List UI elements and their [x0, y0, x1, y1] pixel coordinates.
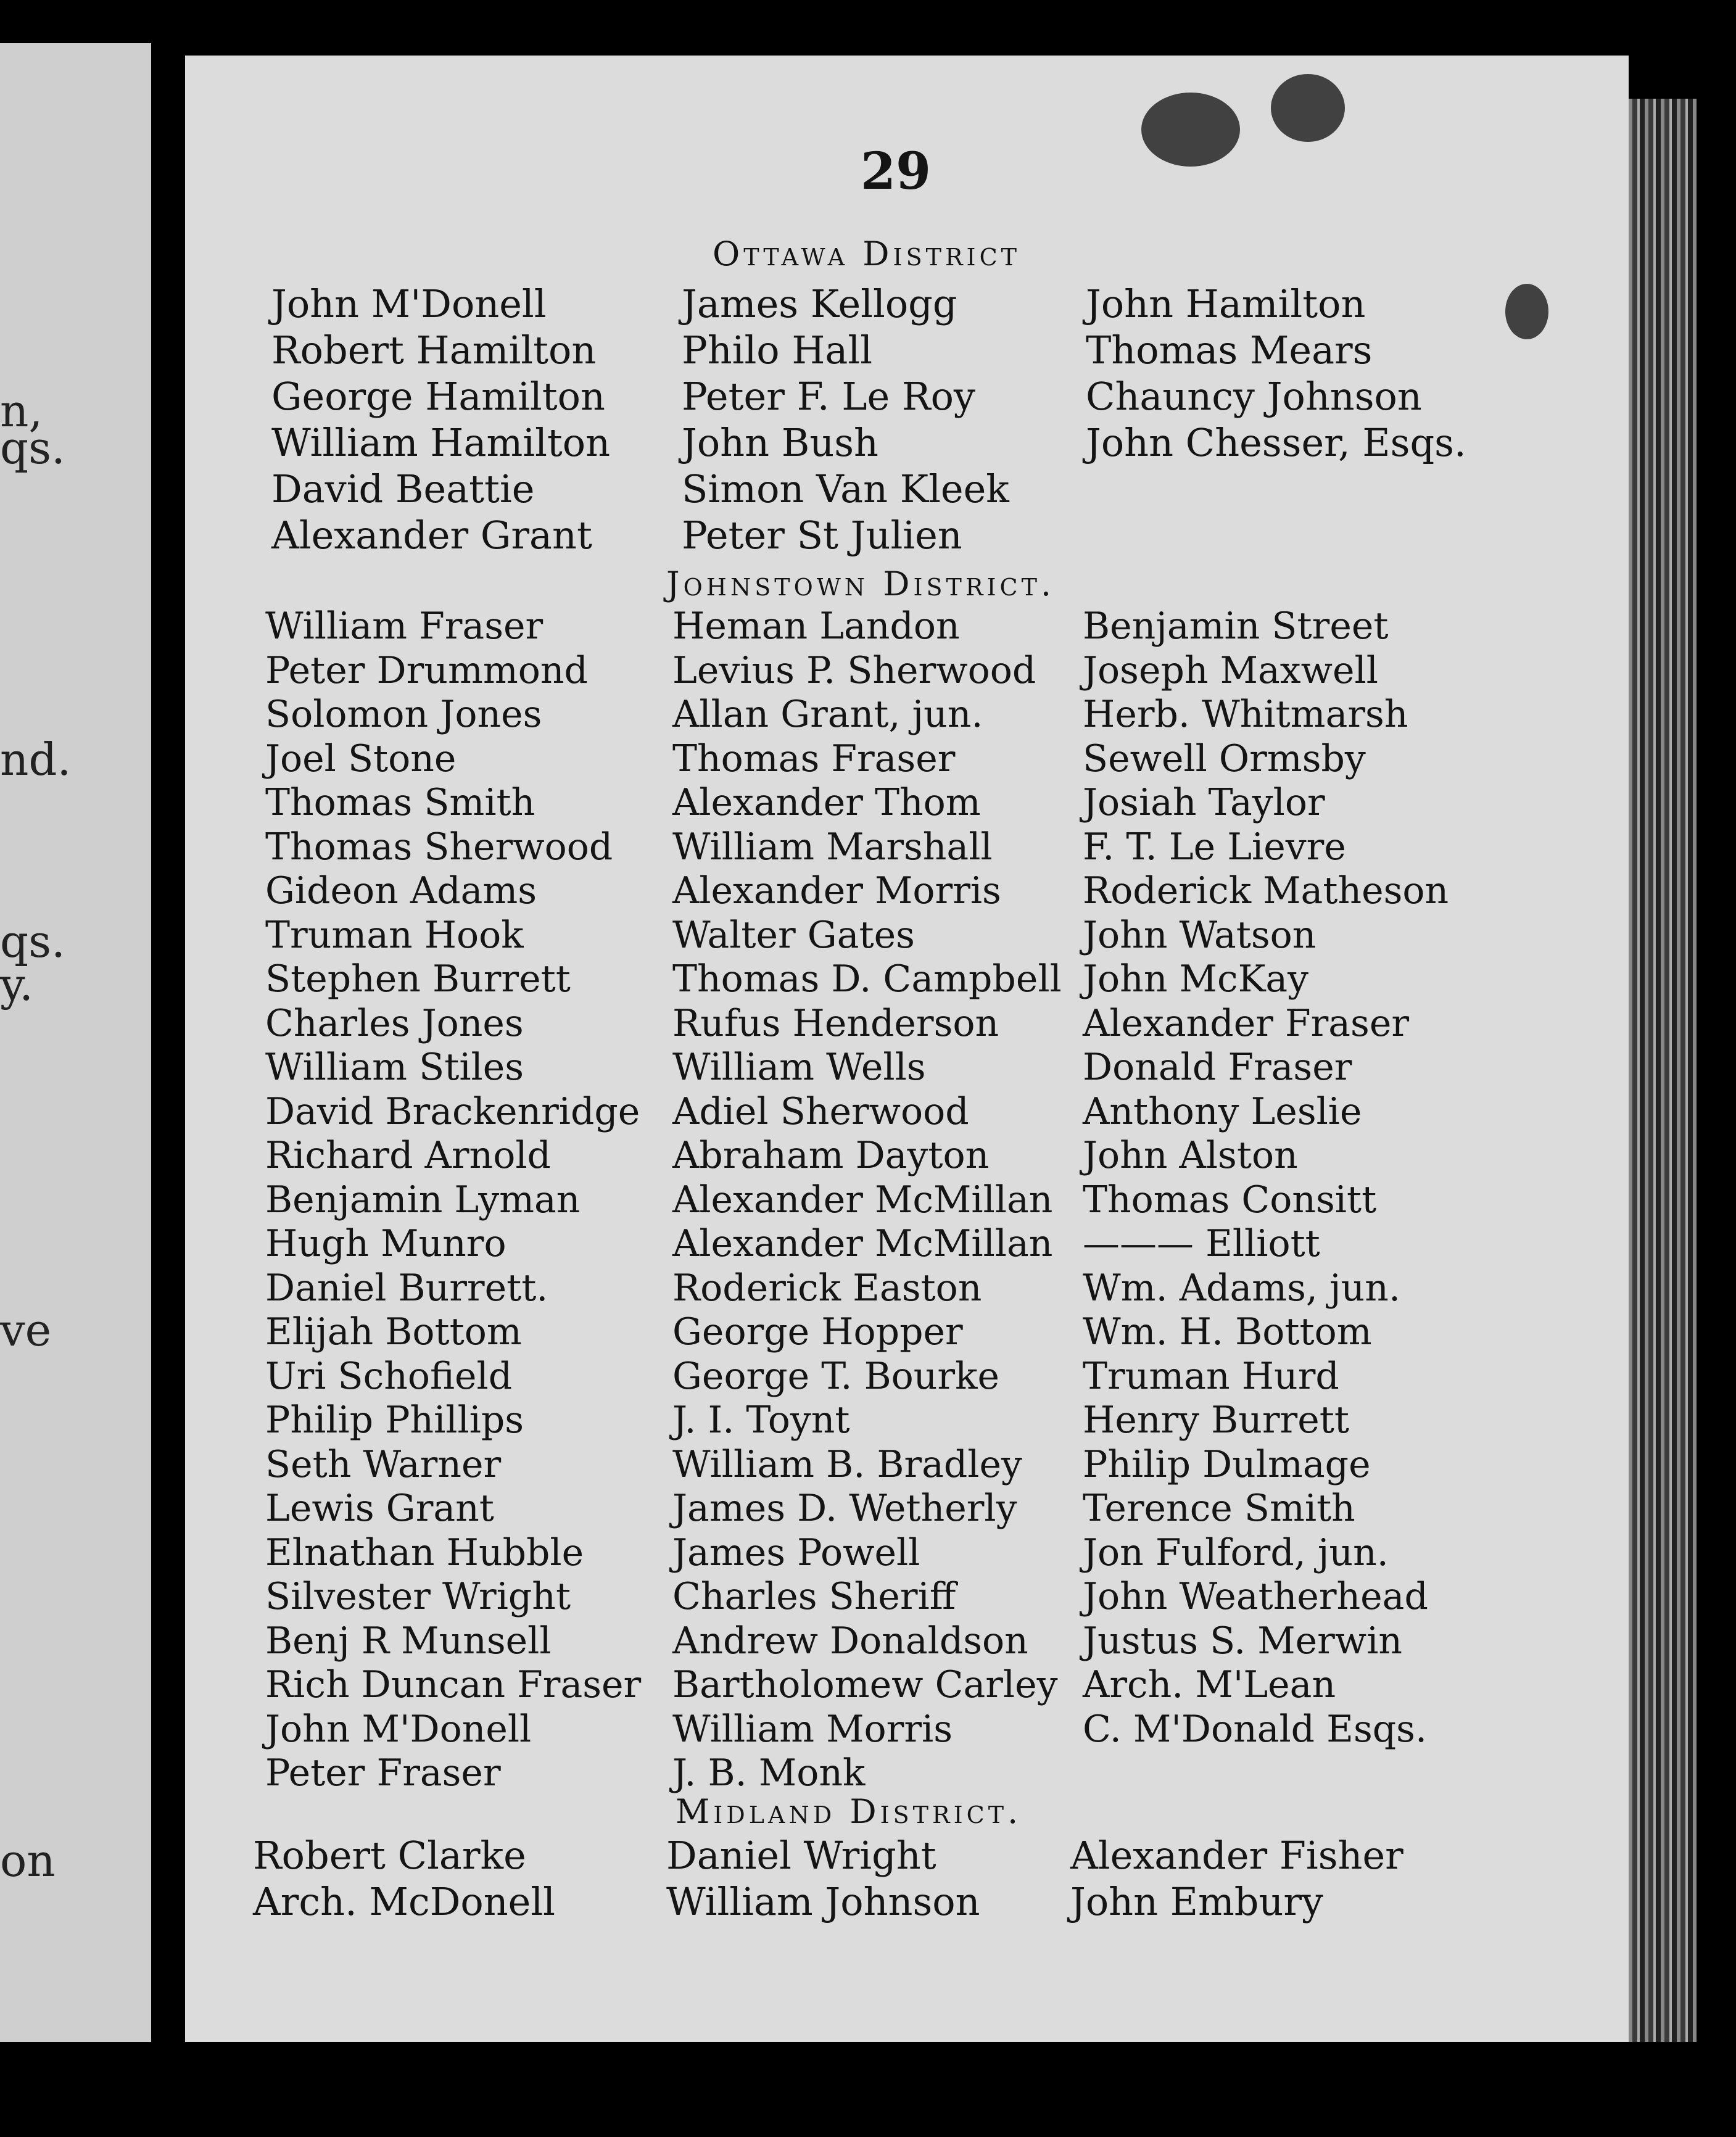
left-fragment: qs. [0, 422, 65, 474]
magistrate-name: Simon Van Kleek [682, 466, 1009, 511]
magistrate-name: Daniel Burrett. [265, 1266, 548, 1310]
magistrate-name: Joseph Maxwell [1083, 648, 1378, 692]
magistrate-name: Henry Burrett [1083, 1399, 1349, 1442]
magistrate-name: Solomon Jones [265, 693, 542, 736]
magistrate-name: Uri Schofield [265, 1354, 513, 1398]
johnstown-column-3 [1083, 605, 1449, 1751]
magistrate-name: William Wells [672, 1046, 926, 1089]
magistrate-name: George T. Bourke [672, 1354, 999, 1398]
magistrate-name: Alexander Thom [672, 781, 981, 824]
magistrate-name: Jon Fulford, jun. [1083, 1531, 1389, 1574]
johnstown-district-heading: Johnstown District. [666, 564, 1056, 603]
magistrate-name: Philo Hall [682, 328, 873, 373]
left-fragment: qs. [0, 916, 65, 967]
magistrate-name: Sewell Ormsby [1083, 737, 1366, 780]
magistrate-name: J. I. Toynt [672, 1399, 850, 1442]
magistrate-name: George Hamilton [271, 374, 605, 419]
magistrate-name: Bartholomew Carley [672, 1663, 1058, 1706]
magistrate-name: Walter Gates [672, 913, 915, 957]
magistrate-name: William Johnson [666, 1879, 980, 1924]
magistrate-name: Elijah Bottom [265, 1310, 522, 1354]
magistrate-name: John Embury [1070, 1879, 1324, 1924]
left-page-edge [0, 43, 151, 2042]
midland-column-3 [1070, 1832, 1403, 1925]
magistrate-name: Robert Clarke [253, 1833, 526, 1878]
magistrate-name: Peter St Julien [682, 513, 962, 558]
magistrate-name: John Chesser, Esqs. [1086, 420, 1466, 465]
midland-column-2 [666, 1832, 980, 1925]
left-fragment: ve [0, 1304, 52, 1356]
magistrate-name: Andrew Donaldson [672, 1619, 1028, 1663]
magistrate-name: David Beattie [271, 466, 535, 511]
magistrate-name: John Hamilton [1086, 281, 1366, 326]
magistrate-name: Roderick Matheson [1083, 869, 1449, 912]
magistrate-name: Alexander Grant [271, 513, 592, 558]
magistrate-name: Stephen Burrett [265, 957, 571, 1001]
ottawa-column-3 [1086, 281, 1466, 466]
magistrate-name: Peter Drummond [265, 648, 588, 692]
magistrate-name: Charles Sheriff [672, 1575, 956, 1618]
magistrate-name: Allan Grant, jun. [672, 693, 983, 736]
magistrate-name: William Hamilton [271, 420, 611, 465]
johnstown-column-1 [265, 605, 641, 1796]
midland-district-heading: Midland District. [676, 1792, 1022, 1831]
midland-column-1 [253, 1832, 555, 1925]
magistrate-name: James D. Wetherly [672, 1487, 1017, 1530]
magistrate-name: John M'Donell [265, 1707, 532, 1751]
magistrate-name: Thomas D. Campbell [672, 957, 1062, 1001]
page-edge-stack [1629, 99, 1697, 2042]
binding-gutter [151, 0, 185, 2137]
magistrate-name: Rufus Henderson [672, 1001, 999, 1045]
magistrate-name: Donald Fraser [1083, 1046, 1352, 1089]
magistrate-name: Rich Duncan Fraser [265, 1663, 642, 1706]
magistrate-name: Alexander Fraser [1083, 1001, 1410, 1045]
ink-smudge [1505, 284, 1548, 339]
magistrate-name: William Morris [672, 1707, 953, 1751]
magistrate-name: Roderick Easton [672, 1266, 982, 1310]
magistrate-name: C. M'Donald Esqs. [1083, 1707, 1428, 1751]
magistrate-name: John Weatherhead [1083, 1575, 1428, 1618]
magistrate-name: Chauncy Johnson [1086, 374, 1422, 419]
magistrate-name: William Fraser [265, 605, 544, 648]
ottawa-column-1 [271, 281, 610, 558]
magistrate-name: Alexander Fisher [1070, 1833, 1403, 1878]
magistrate-name: William Stiles [265, 1046, 524, 1089]
magistrate-name: Gideon Adams [265, 869, 537, 912]
magistrate-name: Truman Hook [265, 913, 524, 957]
magistrate-name: David Brackenridge [265, 1089, 640, 1133]
magistrate-name: Seth Warner [265, 1442, 502, 1486]
magistrate-name: Heman Landon [672, 605, 960, 648]
magistrate-name: Richard Arnold [265, 1134, 551, 1177]
magistrate-name: Abraham Dayton [672, 1134, 990, 1177]
magistrate-name: John Alston [1083, 1134, 1298, 1177]
magistrate-name: Peter F. Le Roy [682, 374, 975, 419]
magistrate-name: Anthony Leslie [1083, 1089, 1362, 1133]
magistrate-name: Benjamin Lyman [265, 1178, 581, 1221]
magistrate-name: James Powell [672, 1531, 920, 1574]
magistrate-name: Thomas Mears [1086, 328, 1373, 373]
magistrate-name: Wm. Adams, jun. [1083, 1266, 1401, 1310]
magistrate-name: J. B. Monk [672, 1751, 866, 1795]
magistrate-name: Silvester Wright [265, 1575, 571, 1618]
ottawa-district-heading: Ottawa District [713, 234, 1020, 273]
magistrate-name: Adiel Sherwood [672, 1089, 969, 1133]
magistrate-name: William Marshall [672, 825, 993, 869]
johnstown-column-2 [672, 605, 1062, 1796]
magistrate-name: John McKay [1083, 957, 1309, 1001]
magistrate-name: Alexander McMillan [672, 1178, 1053, 1221]
magistrate-name: Thomas Consitt [1083, 1178, 1377, 1221]
page-number: 29 [861, 142, 932, 201]
magistrate-name: John Watson [1083, 913, 1316, 957]
magistrate-name: Alexander McMillan [672, 1222, 1053, 1265]
magistrate-name: Hugh Munro [265, 1222, 506, 1265]
magistrate-name: Thomas Smith [265, 781, 535, 824]
magistrate-name: Truman Hurd [1083, 1354, 1339, 1398]
magistrate-name: Thomas Fraser [672, 737, 956, 780]
magistrate-name: Charles Jones [265, 1001, 524, 1045]
magistrate-name: Arch. M'Lean [1083, 1663, 1336, 1706]
magistrate-name: Levius P. Sherwood [672, 648, 1036, 692]
left-fragment: nd. [0, 734, 72, 785]
left-fragment: n, [0, 385, 43, 437]
ink-smudge [1271, 74, 1345, 142]
ink-smudge [1141, 93, 1240, 167]
magistrate-name: Philip Phillips [265, 1399, 524, 1442]
magistrate-name: Justus S. Merwin [1083, 1619, 1403, 1663]
magistrate-name: Benj R Munsell [265, 1619, 552, 1663]
magistrate-name: F. T. Le Lievre [1083, 825, 1346, 869]
magistrate-name: Alexander Morris [672, 869, 1001, 912]
magistrate-name: James Kellogg [682, 281, 957, 326]
magistrate-name: Lewis Grant [265, 1487, 494, 1530]
magistrate-name: Daniel Wright [666, 1833, 936, 1878]
magistrate-name: William B. Bradley [672, 1442, 1022, 1486]
magistrate-name: Peter Fraser [265, 1751, 501, 1795]
magistrate-name: Elnathan Hubble [265, 1531, 584, 1574]
magistrate-name: Herb. Whitmarsh [1083, 693, 1408, 736]
magistrate-name: Robert Hamilton [271, 328, 597, 373]
ottawa-column-2 [682, 281, 1009, 558]
left-fragment: on [0, 1835, 56, 1887]
magistrate-name: Josiah Taylor [1083, 781, 1325, 824]
magistrate-name: Joel Stone [265, 737, 457, 780]
magistrate-name: Thomas Sherwood [265, 825, 613, 869]
magistrate-name: Benjamin Street [1083, 605, 1389, 648]
magistrate-name: John Bush [682, 420, 878, 465]
magistrate-name: George Hopper [672, 1310, 963, 1354]
magistrate-name: Philip Dulmage [1083, 1442, 1371, 1486]
magistrate-name: ——— Elliott [1083, 1222, 1320, 1265]
magistrate-name: Arch. McDonell [253, 1879, 556, 1924]
left-fragment: y. [0, 959, 33, 1011]
magistrate-name: John M'Donell [271, 281, 547, 326]
magistrate-name: Terence Smith [1083, 1487, 1355, 1530]
magistrate-name: Wm. H. Bottom [1083, 1310, 1372, 1354]
